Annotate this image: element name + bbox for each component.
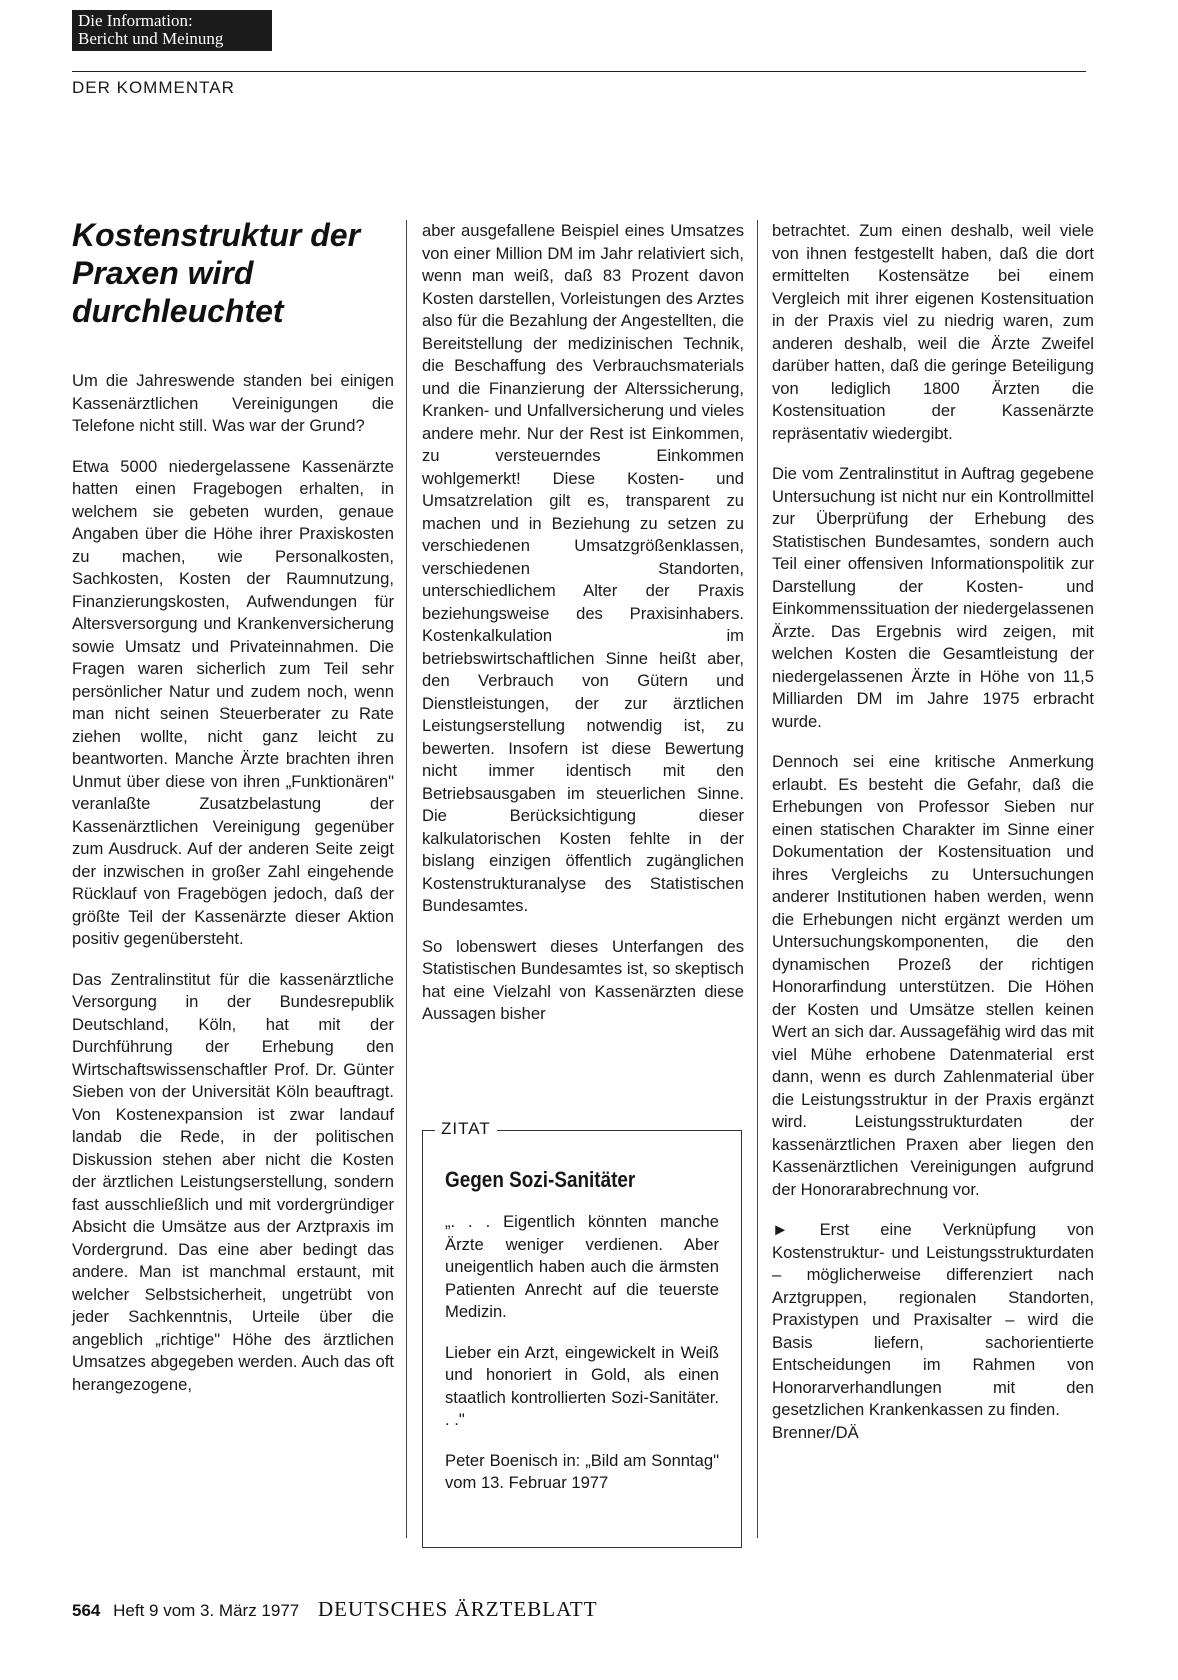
paragraph: ► Erst eine Verknüpfung von Kostenstruktur- und Leistungsstrukturdaten – möglicherweise differenziert nach Arztgruppen, regionalen Standorten, Praxistypen und Praxisalter – wird die Basis liefern, sachorientierte Entscheidungen im Rahmen von Honorarverhandlungen mit den gesetzlichen Krankenkassen zu finden. [772,1220,1094,1419]
quote-title: Gegen Sozi-Sanitäter [445,1167,636,1192]
badge-line-2: Bericht und Meinung [78,29,224,48]
section-badge [72,10,272,51]
article-headline: Kostenstruktur der Praxen wird durchleuchtet [72,217,361,329]
quote-box [422,1119,742,1548]
paragraph: So lobenswert dieses Unterfangen des Statistischen Bundesamtes ist, so skeptisch hat eine Vielzahl von Kassenärzten diese Aussagen bisher [422,936,744,1023]
quote-paragraph: „. . . Eigentlich könnten manche Ärzte weniger verdienen. Aber uneigentlich haben auch die ärmsten Patienten Anrecht auf die teuerste Medizin. [445,1212,719,1321]
author-signature: Brenner/DÄ [772,1422,859,1442]
quote-paragraph: Lieber ein Arzt, eingewickelt in Weiß und honoriert in Gold, als einen staatlich kontrollierten Sozi-Sanitäter. . ." [445,1342,719,1429]
quote-source: Peter Boenisch in: „Bild am Sonntag" vom 13. Februar 1977 [445,1450,719,1492]
quote-label: ZITAT [435,1119,497,1139]
column-divider [757,220,758,1538]
paragraph: Um die Jahreswende standen bei einigen Kassenärztlichen Vereinigungen die Telefone nicht still. Was war der Grund? [72,371,394,435]
header-rule [72,71,1086,72]
page-number: 564 [72,1601,101,1620]
article-column-3 [772,220,1094,1462]
paragraph: aber ausgefallene Beispiel eines Umsatzes von einer Million DM im Jahr relativiert sich, wenn man weiß, daß 83 Prozent davon Kosten darstellen, Vorleistungen des Arztes also für die Bezahlung der Angestellten, die Bereitstellung der medizinischen Technik, die Beschaffung des Verbrauchsmaterials und die Finanzierung der Alterssicherung, Kranken- und Unfallversicherung und vieles andere mehr. Nur der Rest ist Einkommen, zu versteuerndes Einkommen wohlgemerkt! Diese Kosten- und Umsatzrelation gilt es, transparent zu machen und in Beziehung zu setzen zu verschiedenen Umsatzgrößenklassen, verschiedenen Standorten, unterschiedlichem Alter der Praxis beziehungsweise des Praxisinhabers. Kostenkalkulation im betriebswirtschaftlichen Sinne heißt aber, den Verbrauch von Gütern und Dienstleistungen, der zur ärztlichen Leistungserstellung notwendig ist, zu bewerten. Insofern ist diese Bewertung nicht immer identisch mit den Betriebsausgaben im steuerlichen Sinne. Die Berücksichtigung dieser kalkulatorischen Kosten fehlte in der bislang einzigen öffentlich zugänglichen Kostenstrukturanalyse des Statistischen Bundesamtes. [422,221,744,915]
badge-line-1: Die Information: [78,11,193,30]
journal-name: DEUTSCHES ÄRZTEBLATT [317,1597,598,1621]
paragraph: Dennoch sei eine kritische Anmerkung erlaubt. Es besteht die Gefahr, daß die Erhebungen von Professor Sieben nur einen statischen Charakter im Sinne einer Dokumentation der Kostensituation und ihres Vergleichs zu Untersuchungen anderer Institutionen haben werden, wenn die Erhebungen nicht ergänzt werden um Untersuchungskomponenten, die den dynamischen Prozeß der richtigen Honorarfindung unterstützen. Die Höhen der Kosten und Umsätze stellen keinen Wert an sich dar. Aussagefähig wird das mit viel Mühe erhobene Datenmaterial erst dann, wenn es durch Zahlenmaterial über die Leistungsstruktur in der Praxis ergänzt wird. Leistungsstrukturdaten der kassenärztlichen Praxen aber liegen den Kassenärztlichen Vereinigungen aufgrund der Honorarabrechnung vor. [772,752,1094,1199]
paragraph: betrachtet. Zum einen deshalb, weil viele von ihnen festgestellt haben, daß die dort ermittelten Kostensätze bei einem Vergleich mit ihrer eigenen Kostensituation in der Praxis viel zu niedrig waren, zum anderen deshalb, weil die Ärzte Zweifel darüber hatten, daß die geringe Beteiligung von lediglich 1800 Ärzten die Kostensituation der Kassenärzte repräsentativ wiedergibt. [772,221,1094,443]
issue-info: Heft 9 vom 3. März 1977 [113,1601,300,1620]
article-column-2 [422,220,744,1044]
article-column-1 [72,370,394,1414]
section-label: DER KOMMENTAR [72,78,235,97]
paragraph: Etwa 5000 niedergelassene Kassenärzte hatten einen Fragebogen erhalten, in welchem sie gebeten wurden, genaue Angaben über die Höhe ihrer Praxiskosten zu machen, wie Personalkosten, Sachkosten, Kosten der Raumnutzung, Finanzierungskosten, Aufwendungen für Altersversorgung und Krankenversicherung sowie Umsatz und Privateinnahmen. Die Fragen waren sicherlich zum Teil sehr persönlicher Natur und zudem noch, wenn man nicht seinen Steuerberater zu Rate ziehen wollte, nicht ganz leicht zu beantworten. Manche Ärzte brachten ihren Unmut über diese von ihren „Funktionären" veranlaßte Zusatzbelastung der Kassenärztlichen Vereinigung gegenüber zum Ausdruck. Auf der anderen Seite zeigt der inzwischen in großer Zahl eingehende Rücklauf von Fragebögen jedoch, daß der größte Teil der Kassenärzte dieser Aktion positiv gegenübersteht. [72,456,394,948]
page-footer [72,1597,598,1622]
paragraph: Die vom Zentralinstitut in Auftrag gegebene Untersuchung ist nicht nur ein Kontrollmittel zur Überprüfung der Erhebung des Statistischen Bundesamtes, sondern auch Teil einer offensiven Informationspolitik zur Darstellung der Kosten- und Einkommenssituation der niedergelassenen Ärzte. Das Ergebnis wird zeigen, mit welchen Kosten die Gesamtleistung der niedergelassenen Ärzte in Höhe von 11,5 Milliarden DM im Jahre 1975 erbracht wurde. [772,464,1094,731]
paragraph: Das Zentralinstitut für die kassenärztliche Versorgung in der Bundesrepublik Deutschland, Köln, hat mit der Durchführung der Erhebung den Wirtschaftswissenschaftler Prof. Dr. Günter Sieben von der Universität Köln beauftragt. Von Kostenexpansion ist zwar landauf landab die Rede, in der politischen Diskussion stehen aber nicht die Kosten der ärztlichen Leistungserstellung, sondern fast ausschließlich und mit vordergründiger Absicht die Umsätze aus der Arztpraxis im Vordergrund. Das eine aber bedingt das andere. Man ist manchmal erstaunt, mit welcher Selbstsicherheit, ungetrübt von jeder Sachkenntnis, Urteile über die angeblich „richtige" Höhe des ärztlichen Umsatzes abgegeben werden. Auch das oft herangezogene, [72,969,394,1394]
column-divider [406,220,407,1538]
